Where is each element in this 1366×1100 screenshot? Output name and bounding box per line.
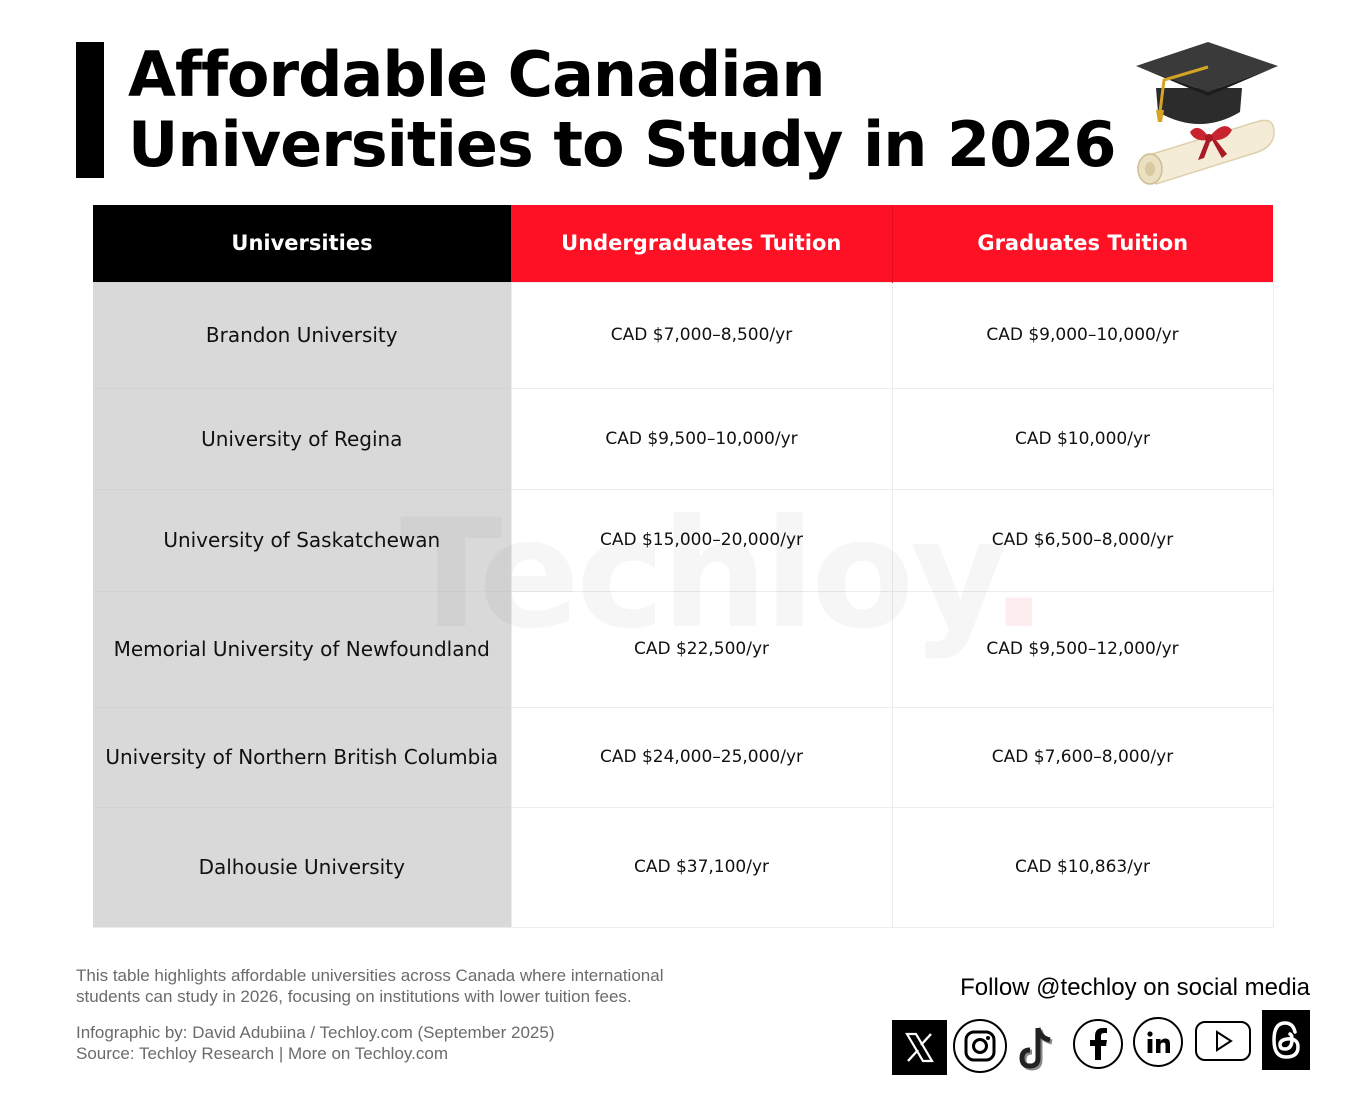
- graduate-tuition: CAD $10,000/yr: [892, 388, 1273, 489]
- undergraduate-tuition: CAD $15,000–20,000/yr: [511, 489, 892, 591]
- university-name: Memorial University of Newfoundland: [93, 591, 511, 707]
- undergraduate-tuition: CAD $37,100/yr: [511, 807, 892, 927]
- graduate-tuition: CAD $9,000–10,000/yr: [892, 282, 1273, 388]
- facebook-icon[interactable]: [1072, 1018, 1124, 1070]
- threads-icon[interactable]: [1262, 1010, 1310, 1070]
- x-icon[interactable]: [892, 1020, 947, 1075]
- linkedin-icon[interactable]: [1132, 1016, 1184, 1068]
- title-accent-bar: [76, 42, 104, 178]
- description-line-1: This table highlights affordable universities across Canada where international: [76, 966, 664, 985]
- header-universities: Universities: [93, 205, 511, 282]
- table-row: [93, 282, 1273, 388]
- social-media-icons: [892, 1010, 1312, 1078]
- table-row: [93, 489, 1273, 591]
- university-name: University of Northern British Columbia: [93, 707, 511, 807]
- follow-on-social-text: Follow @techloy on social media: [960, 974, 1310, 1001]
- table-row: [93, 807, 1273, 927]
- university-name: Brandon University: [93, 282, 511, 388]
- instagram-icon[interactable]: [952, 1018, 1008, 1074]
- table-row: [93, 388, 1273, 489]
- page-title-line-1: Affordable Canadian: [128, 38, 825, 111]
- graduate-tuition: CAD $6,500–8,000/yr: [892, 489, 1273, 591]
- university-name: Dalhousie University: [93, 807, 511, 927]
- page-title: [128, 38, 1116, 181]
- description-line-2: students can study in 2026, focusing on institutions with lower tuition fees.: [76, 987, 632, 1006]
- youtube-icon[interactable]: [1194, 1020, 1252, 1062]
- tiktok-icon[interactable]: [1014, 1022, 1064, 1074]
- table-row: [93, 707, 1273, 807]
- table-header-row: [93, 205, 1273, 282]
- diploma-scroll: [1138, 120, 1274, 184]
- graduation-cap-diploma-icon: [1128, 36, 1288, 192]
- graduate-tuition: CAD $7,600–8,000/yr: [892, 707, 1273, 807]
- graduate-tuition: CAD $10,863/yr: [892, 807, 1273, 927]
- university-name: University of Regina: [93, 388, 511, 489]
- credits: [76, 1022, 796, 1064]
- table-description: [76, 965, 796, 1007]
- undergraduate-tuition: CAD $22,500/yr: [511, 591, 892, 707]
- undergraduate-tuition: CAD $24,000–25,000/yr: [511, 707, 892, 807]
- header-undergraduate-tuition: Undergraduates Tuition: [511, 205, 892, 282]
- undergraduate-tuition: CAD $9,500–10,000/yr: [511, 388, 892, 489]
- source-note: Source: Techloy Research | More on Techloy.com: [76, 1044, 448, 1063]
- undergraduate-tuition: CAD $7,000–8,500/yr: [511, 282, 892, 388]
- table-row: [93, 591, 1273, 707]
- header-graduate-tuition: Graduates Tuition: [892, 205, 1273, 282]
- university-tuition-table: [93, 205, 1274, 928]
- graduate-tuition: CAD $9,500–12,000/yr: [892, 591, 1273, 707]
- university-name: University of Saskatchewan: [93, 489, 511, 591]
- mortarboard-cap: [1136, 42, 1278, 124]
- page-title-line-2: Universities to Study in 2026: [128, 108, 1116, 181]
- infographic-credit: Infographic by: David Adubiina / Techloy.com (September 2025): [76, 1023, 555, 1042]
